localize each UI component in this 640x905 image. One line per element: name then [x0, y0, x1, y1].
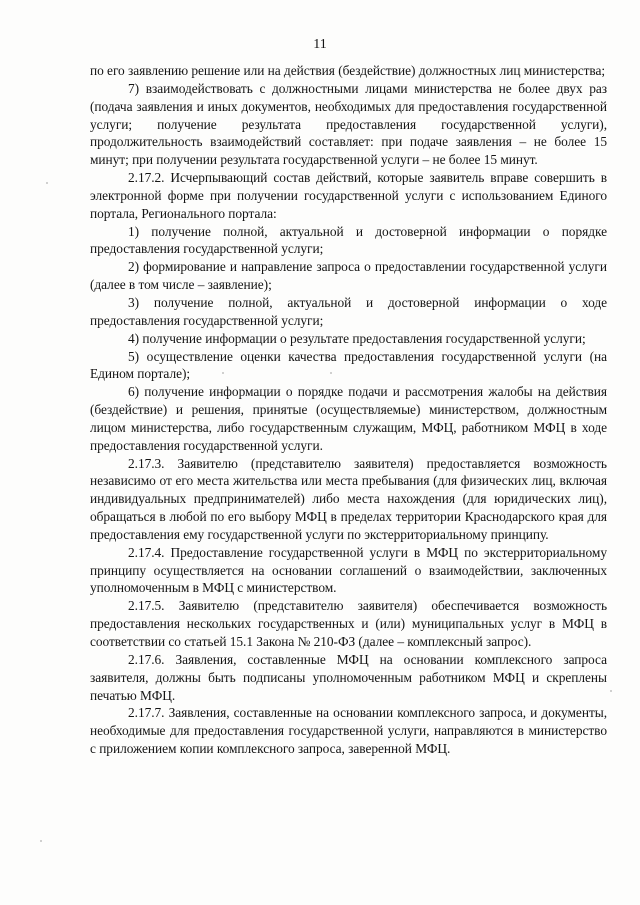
paragraph-2-17-4: 2.17.4. Предоставление государственной услуги в МФЦ по экстерриториальному принципу осуществляется на основании соглашений о взаимодействии, заключенных уполномоченным в МФЦ с министерством. [90, 544, 607, 596]
paragraph-2-17-2: 2.17.2. Исчерпывающий состав действий, которые заявитель вправе совершить в электронной форме при получении государственной услуги с использованием Единого портала, Регионального портала: [90, 170, 607, 221]
paragraph-2-17-2-item-2: 2) формирование и направление запроса о предоставлении государственной услуги (далее в том числе – заявление); [90, 259, 607, 293]
scan-speck [222, 372, 224, 374]
page-number: 11 [313, 37, 327, 52]
paragraph-2-17-2-item-6: 6) получение информации о порядке подачи и рассмотрения жалобы на действия (бездействие) и решения, принятые (осуществляемые) министерством, должностным лицом министерства, либо государственным служащим, МФЦ, работником МФЦ в ходе предоставления государственной услуги. [90, 384, 607, 453]
document-body [90, 62, 607, 758]
scan-speck [330, 372, 332, 374]
paragraph-2-17-2-item-3: 3) получение полной, актуальной и достоверной информации о ходе предоставления государственной услуги; [90, 294, 607, 328]
scan-speck [40, 840, 42, 842]
paragraph-continuation: по его заявлению решение или на действия (бездействие) должностных лиц министерства; [90, 63, 606, 78]
paragraph-2-17-7: 2.17.7. Заявления, составленные на основании комплексного запроса, и документы, необходимые для предоставления государственной услуги, направляются в министерство с приложением копии комплексного запроса, заверенной МФЦ. [90, 705, 607, 757]
scan-speck [46, 182, 48, 184]
paragraph-item-7: 7) взаимодействовать с должностными лицами министерства не более двух раз (подача заявления и иных документов, необходимых для предоставления государственной услуги; получение результата предоставления государственной услуги), продолжительность взаимодействий составляет: при подаче заявления – не более 15 минут; при получении результата государственной услуги – не более 15 минут. [90, 80, 607, 168]
paragraph-2-17-3: 2.17.3. Заявителю (представителю заявителя) предоставляется возможность независимо от его места жительства или места пребывания (для физических лиц, включая индивидуальных предпринимателей) либо места нахождения (для юридических лиц), обращаться в любой по его выбору МФЦ в пределах территории Краснодарского края для предоставления ему государственной услуги по экстерриториальному принципу. [90, 455, 607, 542]
paragraph-2-17-2-item-4: 4) получение информации о результате предоставления государственной услуги; [128, 330, 586, 346]
scan-speck [610, 690, 612, 692]
paragraph-2-17-2-item-5: 5) осуществление оценки качества предоставления государственной услуги (на Едином портале); [90, 348, 607, 382]
paragraph-2-17-2-item-1: 1) получение полной, актуальной и достоверной информации о порядке предоставления государственной услуги; [90, 223, 607, 257]
paragraph-2-17-6: 2.17.6. Заявления, составленные МФЦ на основании комплексного запроса заявителя, должны быть подписаны уполномоченным работником МФЦ и скреплены печатью МФЦ. [90, 651, 607, 703]
paragraph-2-17-5: 2.17.5. Заявителю (представителю заявителя) обеспечивается возможность предоставления нескольких государственных и (или) муниципальных услуг в МФЦ в соответствии со статьей 15.1 Закона № 210-ФЗ (далее – комплексный запрос). [90, 598, 607, 649]
